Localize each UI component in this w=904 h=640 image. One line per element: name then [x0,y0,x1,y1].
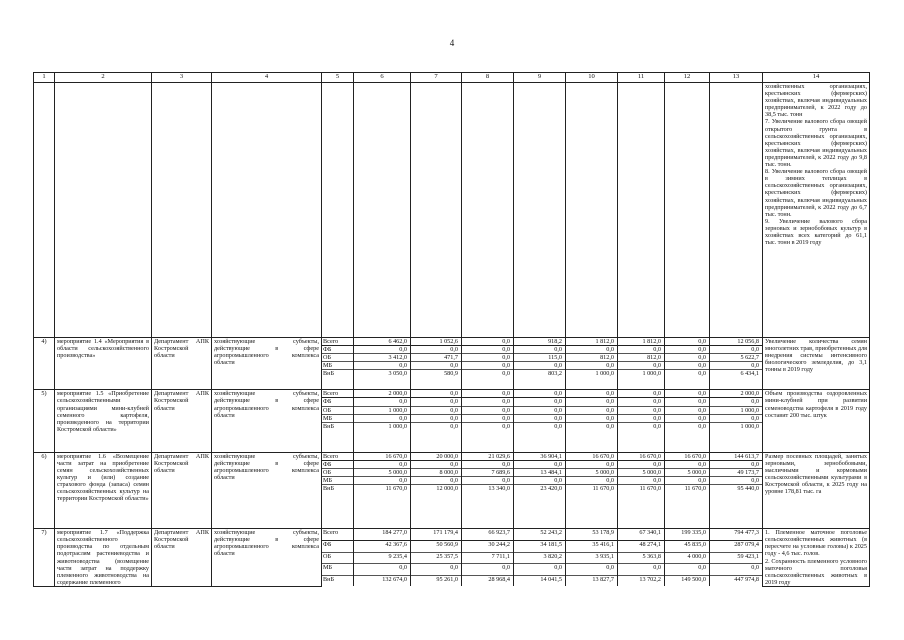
amount-cell: 0,0 [514,422,566,452]
executor: Департамент АПК Костромской области [152,529,212,587]
amount-cell: 0,0 [618,398,665,406]
amount-cell: 0,0 [514,477,566,485]
amount-cell: 0,0 [618,346,665,354]
amount-cell: 16 670,0 [618,452,665,460]
amount-cell: 5 363,8 [618,552,665,564]
amount-cell: 0,0 [566,414,618,422]
amount-cell: 0,0 [618,406,665,414]
continuation-row [34,83,870,338]
amount-cell: 0,0 [566,346,618,354]
funding-source: МБ [322,477,354,485]
column-number: 1 [34,73,55,83]
amount-cell: 0,0 [566,398,618,406]
funding-source: Всего [322,529,354,541]
amount-cell: 35 416,1 [566,540,618,552]
column-number: 4 [212,73,322,83]
amount-cell: 0,0 [710,346,763,354]
amount-cell: 0,0 [514,362,566,370]
expected-result: 1. Племенное маточное поголовье сельскохозяйственных животных (в пересчете на условные головы) к 2025 году - 4,6 тыс. голов. 2. Сохранность племенного условного маточного поголовья сельскохозяйственных животных в 2019 году [763,529,870,587]
funding-source: ВнБ [322,422,354,452]
amount-cell: 50 560,9 [411,540,462,552]
participants: хозяйствующие субъекты, действующие в сфере агропромышленного комплекса области [212,338,322,390]
column-number: 8 [462,73,514,83]
amount-cell: 0,0 [665,362,710,370]
amount-cell: 1 000,0 [710,406,763,414]
amount-cell: 48 274,1 [618,540,665,552]
amount-cell: 0,0 [566,477,618,485]
funding-source: ФБ [322,398,354,406]
amount-cell: 12 056,8 [710,338,763,346]
amount-cell: 1 052,6 [411,338,462,346]
amount-cell: 0,0 [411,414,462,422]
amount-cell: 0,0 [618,477,665,485]
measure-row [34,452,870,460]
amount-cell: 1 000,0 [354,406,411,414]
measure-row [34,529,870,541]
amount-cell: 28 968,4 [462,575,514,586]
amount-cell: 0,0 [411,422,462,452]
column-number: 5 [322,73,354,83]
column-number: 2 [55,73,152,83]
funding-source: ОБ [322,354,354,362]
amount-cell: 0,0 [462,406,514,414]
funding-source: МБ [322,362,354,370]
amount-cell: 0,0 [665,354,710,362]
amount-cell: 0,0 [354,460,411,468]
amount-cell: 0,0 [618,564,665,576]
amount-cell: 5 000,0 [566,468,618,476]
amount-cell: 0,0 [618,414,665,422]
amount-cell: 9 235,4 [354,552,411,564]
amount-cell: 34 181,5 [514,540,566,552]
amount-cell: 25 357,5 [411,552,462,564]
amount-cell: 0,0 [354,414,411,422]
funding-source: Всего [322,452,354,460]
amount-cell: 0,0 [566,406,618,414]
funding-source: ОБ [322,406,354,414]
row-number: 6) [34,452,55,528]
amount-cell: 12 000,0 [411,485,462,529]
funding-source: Всего [322,338,354,346]
measure-row [34,338,870,346]
amount-cell: 42 367,6 [354,540,411,552]
row-number: 7) [34,529,55,587]
amount-cell: 0,0 [665,460,710,468]
amount-cell: 0,0 [514,564,566,576]
amount-cell: 16 670,0 [566,452,618,460]
amount-cell: 184 277,0 [354,529,411,541]
amount-cell: 0,0 [618,390,665,398]
amount-cell: 95 261,0 [411,575,462,586]
column-number-row [34,73,870,83]
amount-cell: 812,0 [618,354,665,362]
amount-cell: 447 974,8 [710,575,763,586]
amount-cell: 3 820,2 [514,552,566,564]
executor: Департамент АПК Костромской области [152,338,212,390]
amount-cell: 6 462,0 [354,338,411,346]
amount-cell: 0,0 [411,398,462,406]
amount-cell: 5 000,0 [618,468,665,476]
amount-cell: 5 000,0 [665,468,710,476]
amount-cell: 0,0 [411,477,462,485]
amount-cell: 471,7 [411,354,462,362]
amount-cell: 0,0 [514,398,566,406]
participants: хозяйствующие субъекты, действующие в сфере агропромышленного комплекса области [212,452,322,528]
column-number: 14 [763,73,870,83]
amount-cell: 4 000,0 [665,552,710,564]
amount-cell: 0,0 [354,398,411,406]
amount-cell: 11 670,0 [354,485,411,529]
amount-cell: 0,0 [354,346,411,354]
expected-result: Размер посевных площадей, занятых зерновыми, зернобобовыми, масличными и кормовыми сельскохозяйственными культурами в Костромской области, к 2025 году на уровне 178,81 тыс. га [763,452,870,528]
amount-cell: 0,0 [665,564,710,576]
amount-cell: 0,0 [462,398,514,406]
amount-cell: 66 923,7 [462,529,514,541]
amount-cell: 1 000,0 [566,370,618,390]
amount-cell: 1 812,0 [566,338,618,346]
amount-cell: 1 812,0 [618,338,665,346]
amount-cell: 0,0 [566,390,618,398]
amount-cell: 115,0 [514,354,566,362]
amount-cell: 5 622,7 [710,354,763,362]
amount-cell: 0,0 [514,346,566,354]
funding-source: ВнБ [322,485,354,529]
amount-cell: 0,0 [710,362,763,370]
amount-cell: 0,0 [462,390,514,398]
row-number: 5) [34,390,55,452]
amount-cell: 0,0 [462,338,514,346]
amount-cell: 36 904,1 [514,452,566,460]
amount-cell: 3 935,1 [566,552,618,564]
amount-cell: 0,0 [710,564,763,576]
amount-cell: 0,0 [710,414,763,422]
expected-result: Объем производства оздоровленных мини-клубней при развитии семеноводства картофеля в 2019 году составит 200 тыс. штук [763,390,870,452]
amount-cell: 0,0 [665,390,710,398]
amount-cell: 5 000,0 [354,468,411,476]
amount-cell: 0,0 [710,477,763,485]
amount-cell: 0,0 [462,477,514,485]
measure-name: мероприятие 1.6 «Возмещение части затрат на приобретение семян сельскохозяйственных культур и (или) создание страхового фонда (запаса) семян сельскохозяйственных культур на территории Костромской области» [55,452,152,528]
program-table [33,72,870,587]
participants: хозяйствующие субъекты, действующие в сфере агропромышленного комплекса области [212,390,322,452]
column-number: 3 [152,73,212,83]
funding-source: ОБ [322,552,354,564]
amount-cell: 0,0 [665,414,710,422]
amount-cell: 0,0 [354,564,411,576]
amount-cell: 0,0 [462,564,514,576]
amount-cell: 11 670,0 [566,485,618,529]
amount-cell: 287 079,4 [710,540,763,552]
amount-cell: 0,0 [514,406,566,414]
amount-cell: 0,0 [462,362,514,370]
amount-cell: 1 000,0 [354,422,411,452]
amount-cell: 580,9 [411,370,462,390]
amount-cell: 3 412,0 [354,354,411,362]
amount-cell: 2 000,0 [354,390,411,398]
amount-cell: 2 000,0 [710,390,763,398]
amount-cell: 132 674,0 [354,575,411,586]
amount-cell: 20 000,0 [411,452,462,460]
amount-cell: 0,0 [462,354,514,362]
amount-cell: 0,0 [514,460,566,468]
amount-cell: 30 244,2 [462,540,514,552]
amount-cell: 0,0 [665,346,710,354]
amount-cell: 149 500,0 [665,575,710,586]
amount-cell: 21 029,6 [462,452,514,460]
result-continuation: хозяйственных организациях, крестьянских (фермерских) хозяйствах, включая индивидуальных предпринимателей, к 2022 году до 38,5 тыс. тонн 7. Увеличение валового сбора овощей открытого грунта в сельскохозяйственных организациях, крестьянских (фермерских) хозяйствах, включая индивидуальных предпринимателей, к 2022 году до 9,8 тыс. тонн. 8. Увеличение валового сбора овощей в зимних теплицах в сельскохозяйственных организациях, крестьянских (фермерских) хозяйствах, включая индивидуальных предпринимателей, к 2022 году до 6,7 тыс. тонн. 9. Увеличение валового сбора зерновых и зернобобовых культур в хозяйствах всех категорий до 61,1 тыс. тонн в 2019 году [763,83,870,338]
funding-source: Всего [322,390,354,398]
amount-cell: 0,0 [411,346,462,354]
amount-cell: 0,0 [462,414,514,422]
amount-cell: 0,0 [566,362,618,370]
amount-cell: 3 050,0 [354,370,411,390]
amount-cell: 49 173,7 [710,468,763,476]
amount-cell: 13 340,0 [462,485,514,529]
amount-cell: 67 340,1 [618,529,665,541]
amount-cell: 0,0 [462,460,514,468]
funding-source: ОБ [322,468,354,476]
column-number: 7 [411,73,462,83]
amount-cell: 1 000,0 [618,370,665,390]
amount-cell: 13 827,7 [566,575,618,586]
row-number: 4) [34,338,55,390]
funding-source: ВнБ [322,575,354,586]
amount-cell: 23 420,0 [514,485,566,529]
amount-cell: 0,0 [411,362,462,370]
funding-source: ФБ [322,540,354,552]
amount-cell: 6 434,1 [710,370,763,390]
amount-cell: 0,0 [618,422,665,452]
funding-source: ФБ [322,346,354,354]
amount-cell: 0,0 [411,564,462,576]
column-number: 13 [710,73,763,83]
amount-cell: 803,2 [514,370,566,390]
amount-cell: 11 670,0 [618,485,665,529]
amount-cell: 13 484,1 [514,468,566,476]
measure-name: мероприятие 1.5 «Приобретение сельскохозяйственными организациями мини-клубней семенного картофеля, произведенного на территории Костромской области» [55,390,152,452]
amount-cell: 0,0 [566,564,618,576]
amount-cell: 171 179,4 [411,529,462,541]
amount-cell: 0,0 [566,422,618,452]
amount-cell: 0,0 [514,390,566,398]
amount-cell: 0,0 [618,460,665,468]
amount-cell: 0,0 [514,414,566,422]
measure-name: мероприятие 1.7 «Поддержка сельскохозяйственного производства по отдельным подотраслям растениеводства и животноводства (возмещение части затрат на поддержку племенного животноводства на содержание племенного [55,529,152,587]
amount-cell: 13 702,2 [618,575,665,586]
amount-cell: 0,0 [354,362,411,370]
amount-cell: 1 000,0 [710,422,763,452]
amount-cell: 7 689,6 [462,468,514,476]
amount-cell: 53 178,9 [566,529,618,541]
column-number: 12 [665,73,710,83]
amount-cell: 918,2 [514,338,566,346]
participants: хозяйствующие субъекты, действующие в сфере агропромышленного комплекса области [212,529,322,587]
amount-cell: 0,0 [566,460,618,468]
amount-cell: 7 711,1 [462,552,514,564]
column-number: 10 [566,73,618,83]
amount-cell: 0,0 [618,362,665,370]
expected-result: Увеличение количества семян многолетних трав, приобретенных для внедрения системы интенсивного биологического земледелия, до 3,1 тонны в 2019 году [763,338,870,390]
amount-cell: 0,0 [411,390,462,398]
amount-cell: 0,0 [665,422,710,452]
amount-cell: 199 335,0 [665,529,710,541]
amount-cell: 0,0 [462,370,514,390]
amount-cell: 0,0 [462,422,514,452]
amount-cell: 95 440,0 [710,485,763,529]
amount-cell: 45 835,0 [665,540,710,552]
amount-cell: 52 243,2 [514,529,566,541]
amount-cell: 8 000,0 [411,468,462,476]
amount-cell: 0,0 [354,477,411,485]
amount-cell: 16 670,0 [354,452,411,460]
amount-cell: 16 670,0 [665,452,710,460]
amount-cell: 0,0 [665,406,710,414]
column-number: 6 [354,73,411,83]
amount-cell: 0,0 [411,460,462,468]
measure-name: мероприятие 1.4 «Мероприятия в области сельскохозяйственного производства» [55,338,152,390]
amount-cell: 0,0 [710,398,763,406]
amount-cell: 0,0 [710,460,763,468]
executor: Департамент АПК Костромской области [152,390,212,452]
column-number: 9 [514,73,566,83]
column-number: 11 [618,73,665,83]
funding-source: МБ [322,564,354,576]
page-number: 4 [449,38,455,48]
executor: Департамент АПК Костромской области [152,452,212,528]
amount-cell: 0,0 [462,346,514,354]
amount-cell: 144 613,7 [710,452,763,460]
funding-source: ФБ [322,460,354,468]
amount-cell: 794 477,3 [710,529,763,541]
amount-cell: 14 041,5 [514,575,566,586]
measure-row [34,390,870,398]
amount-cell: 0,0 [411,406,462,414]
amount-cell: 812,0 [566,354,618,362]
amount-cell: 0,0 [665,338,710,346]
amount-cell: 59 423,1 [710,552,763,564]
amount-cell: 11 670,0 [665,485,710,529]
amount-cell: 0,0 [665,398,710,406]
amount-cell: 0,0 [665,370,710,390]
amount-cell: 0,0 [665,477,710,485]
funding-source: ВнБ [322,370,354,390]
funding-source: МБ [322,414,354,422]
